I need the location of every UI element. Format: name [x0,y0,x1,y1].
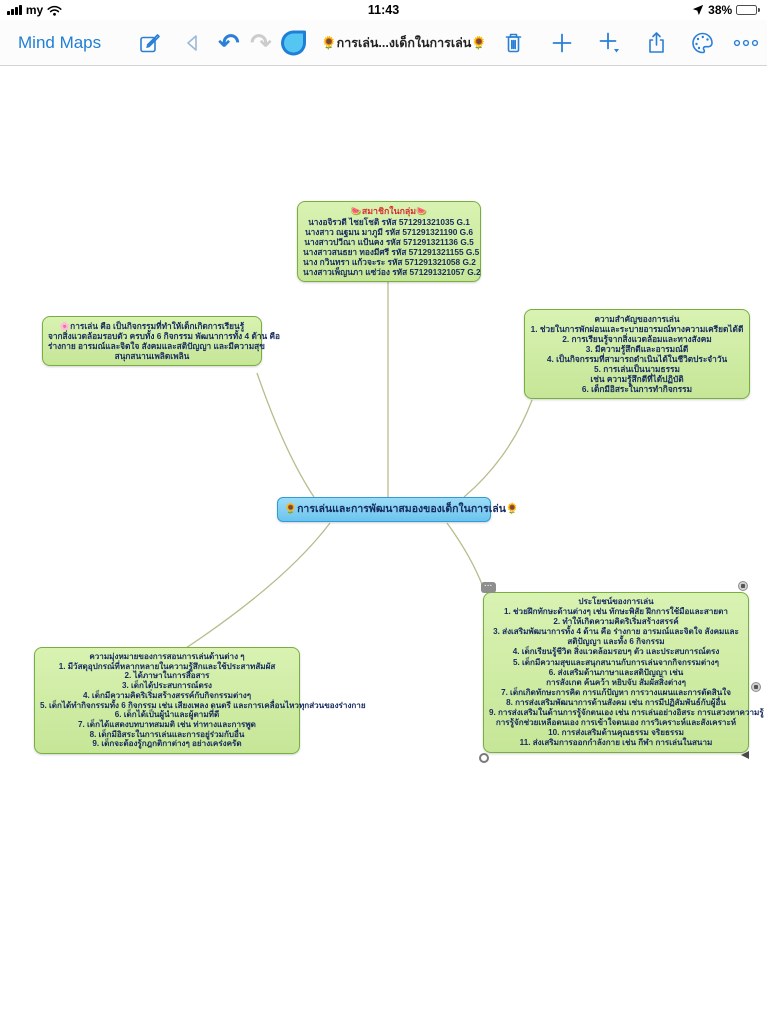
node-teaching-aims[interactable] [34,647,366,754]
battery-percent-label: 38% [708,3,733,17]
redo-icon[interactable]: ↷ [250,27,272,58]
members-list: นางอจิรวดี ไชยโชติ รหัส 571291321035 G.1 นางสาว ณฐมน มาภูมี รหัส 571291321190 G.6 นางสาวปวีณา แป้นคง รหัส 571291321136 G.5 นางสาวสนธยา ทองมีศรี รหัส 571291321155 G.5 นาง กวินทรา แก้วจะระ รหัส 571291321058 G.2 นางสาวเพ็ญนภา แซ่ว่อง รหัส 571291321057 G.2 [303,216,481,277]
undo-icon[interactable]: ↶ [218,27,240,58]
node-central-topic[interactable] [277,497,519,522]
back-icon[interactable] [183,33,201,53]
mind-maps-back-button[interactable]: Mind Maps [18,32,102,52]
add-child-node-icon[interactable] [598,31,622,55]
clock: 11:43 [367,3,400,17]
connector-aims [186,523,330,648]
battery-icon [736,5,760,15]
node-play-importance[interactable] [524,309,750,399]
add-node-icon[interactable] [551,32,573,54]
connector-importance [464,400,532,497]
wifi-icon [47,5,62,16]
node-group-members[interactable] [297,201,481,282]
definition-text: 🌸การเล่น คือ เป็นกิจกรรมที่ทำให้เด็กเกิดการเรียนรู้ จากสิ่งแวดล้อมรอบตัว ครบทั้ง 6 กิจกรรม พัฒนาการทั้ง 4 ด้าน คือ ร่างกาย อารมณ์และจิตใจ สังคมและสติปัญญา และมีความสุข สนุกสนานเพลิดเพลิน [48,321,280,361]
resize-handle-bottom-right[interactable] [741,751,749,759]
carrier-label: my [25,3,44,17]
cellular-signal-icon [7,5,22,15]
palette-icon[interactable] [690,30,715,55]
compose-icon[interactable] [138,31,161,54]
selection-handle-right[interactable] [751,682,761,692]
document-title[interactable]: 🌻การเล่น...งเด็กในการเล่น🌻 [321,35,487,50]
selection-handle-top-right[interactable] [738,581,748,591]
connector-benefits [447,523,483,587]
toolbar [0,20,767,66]
drop-logo-icon[interactable] [281,30,306,55]
members-title: 🍉สมาชิกในกลุ่ม🍉 [350,206,428,216]
more-icon[interactable] [733,38,759,48]
node-play-definition[interactable] [42,316,280,366]
importance-text: ความสำคัญของการเล่น 1. ช่วยในการพักผ่อนและระบายอารมณ์ทางความเครียดได้ดี 2. การเรียนรู้จากสิ่งแวดล้อมและทางสังคม 3. มีความรู้สึกดีและอารมณ์ดี 4. เป็นกิจกรรมที่สามารถดำเนินได้ในชีวิตประจำวัน 5. การเล่นเป็นนามธรรม เช่น ความรู้สึกดีที่ได้ปฏิบัติ 6. เด็กมีอิสระในการทำกิจกรรม [530,314,744,394]
node-play-benefits[interactable] [483,592,764,753]
status-bar [0,0,767,20]
share-icon[interactable] [645,31,668,55]
location-arrow-icon [692,4,704,16]
connector-style-badge[interactable]: ··· [481,582,496,593]
aims-text: ความมุ่งหมายของการสอนการเล่นด้านต่าง ๆ 1. มีวัสดุอุปกรณ์ที่หลากหลายในความรู้สึกและใช้ประสาทสัมผัส 2. ได้ภาษาในการสื่อสาร 3. เด็กได้ประสบการณ์ตรง 4. เด็กมีความคิดริเริ่มสร้างสรรค์กับกิจกรรมต่างๆ 5. เด็กได้ทำกิจกรรมทั้ง 6 กิจกรรม เช่น เสียงเพลง ดนตรี และการเคลื่อนไหวทุกส่วนของร่างกาย 6. เด็กได้เป็นผู้นำและผู้ตามที่ดี 7. เด็กได้แสดงบทบาทสมมติ เช่น ท่าทางและการพูด 8. เด็กมีอิสระในการเล่นและการอยู่ร่วมกับอื่น 9. เด็กจะต้องรู้กฎกติกาต่างๆ อย่างเคร่งครัด [40,652,366,749]
trash-icon[interactable] [502,31,525,55]
connector-definition [257,373,314,497]
central-topic-text: 🌻การเล่นและการพัฒนาสมองของเด็กในการเล่น🌻 [284,503,519,515]
benefits-text: ประโยชน์ของการเล่น 1. ช่วยฝึกทักษะด้านต่างๆ เช่น ทักษะพิสัย ฝึกการใช้มือและสายตา 2. ทำให้เกิดความคิดริเริ่มสร้างสรรค์ 3. ส่งเสริมพัฒนาการทั้ง 4 ด้าน คือ ร่างกาย อารมณ์และจิตใจ สังคมและ สติปัญญา และทั้ง 6 กิจกรรม 4. เด็กเรียนรู้ชีวิต สิ่งแวดล้อมรอบๆ ตัว และประสบการณ์ตรง 5. เด็กมีความสุขและสนุกสนานกับการเล่นจากกิจกรรมต่างๆ 6. ส่งเสริมด้านภาษาและสติปัญญา เช่น การสังเกต ค้นคว้า หยิบจับ สัมผัสสิ่งต่างๆ 7. เด็กเกิดทักษะการคิด การแก้ปัญหา การวางแผนและการตัดสินใจ 8. การส่งเสริมพัฒนาการด้านสังคม เช่น การมีปฏิสัมพันธ์กับผู้อื่น 9. การส่งเสริมในด้านการรู้จักตนเอง เช่น การเล่นอย่างอิสระ การแสวงหาความรู้ การรู้จักช่วยเหลือตนเอง การเข้าใจตนเอง การวิเคราะห์และสังเคราะห์ 10. การส่งเสริมด้านคุณธรรม จริยธรรม 11. ส่งเสริมการออกกำลังกาย เช่น กีฬา การเล่นในสนาม [489,597,764,748]
selection-handle-bottom-left[interactable] [479,753,489,763]
